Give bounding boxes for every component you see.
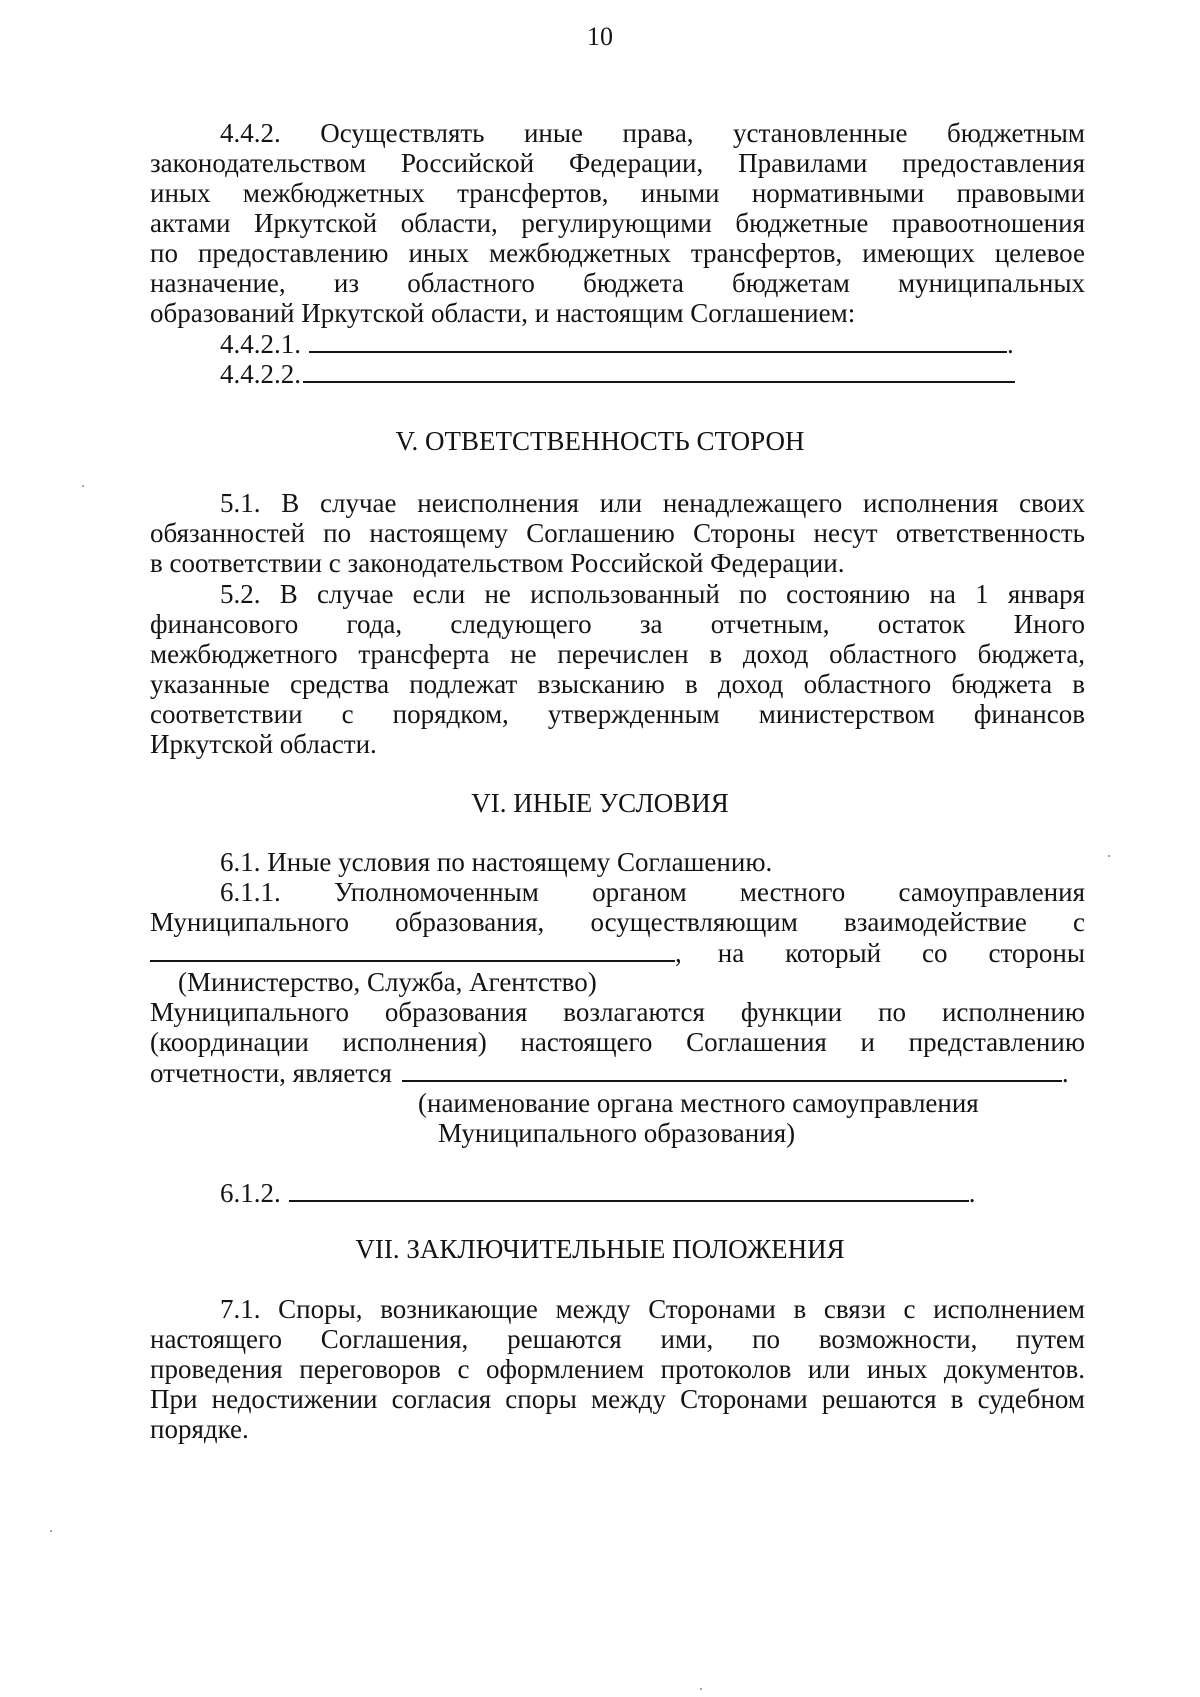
text-line: соответствии с порядком, утвержденным министерством финансов: [150, 699, 1085, 729]
text-line: межбюджетного трансферта не перечислен в доход областного бюджета,: [150, 639, 1085, 669]
text-line: Иркутской области.: [150, 729, 377, 759]
paragraph-6-1: 6.1. Иные условия по настоящему Соглашению.: [220, 847, 773, 877]
item-6-1-2: [220, 1176, 1100, 1209]
scan-speck: [50, 1530, 52, 1532]
text-line: Муниципального образования возлагаются функции по исполнению: [150, 997, 1085, 1027]
item-number: 4.4.2.1.: [220, 329, 301, 359]
text-line: При недостижении согласия споры между Сторонами решаются в судебном: [150, 1384, 1085, 1414]
word: со: [922, 938, 948, 968]
text-line-with-blank: [150, 1056, 1100, 1089]
text-line: актами Иркутской области, регулирующими бюджетные правоотношения: [150, 208, 1085, 238]
text-line: Муниципального образования, осуществляющим взаимодействие с: [150, 907, 1085, 937]
text-line: в соответствии с законодательством Российской Федерации.: [150, 548, 845, 578]
text-line: настоящего Соглашения, решаются ими, по возможности, путем: [150, 1324, 1085, 1354]
section-title-6: VI. ИНЫЕ УСЛОВИЯ: [471, 788, 729, 818]
text-line: законодательством Российской Федерации, Правилами предоставления: [150, 148, 1085, 178]
period-mark: .: [1007, 329, 1014, 359]
word: стороны: [988, 938, 1085, 968]
section-title-5: V. ОТВЕТСТВЕННОСТЬ СТОРОН: [395, 426, 805, 456]
text-line: иных межбюджетных трансфертов, иными нормативными правовыми: [150, 178, 1085, 208]
fill-in-blank: [309, 327, 1007, 353]
text-line: порядке.: [150, 1414, 249, 1444]
text-line: 7.1. Споры, возникающие между Сторонами в связи с исполнением: [220, 1294, 1085, 1324]
text-line: указанные средства подлежат взысканию в доход областного бюджета в: [150, 669, 1085, 699]
text-line: образований Иркутской области, и настоящим Соглашением:: [150, 298, 856, 328]
scan-speck: [82, 485, 84, 487]
scan-speck: [1108, 855, 1110, 857]
text-line: 5.1. В случае неисполнения или ненадлежащего исполнения своих: [220, 488, 1085, 518]
fill-in-blank: [289, 1176, 969, 1202]
word: который: [785, 938, 882, 968]
field-caption: (наименование органа местного самоуправления: [418, 1088, 979, 1118]
field-caption: Муниципального образования): [438, 1118, 796, 1148]
text-line: проведения переговоров с оформлением протоколов или иных документов.: [150, 1354, 1085, 1384]
fill-in-blank: [402, 1056, 1062, 1082]
text-line-with-blank: [150, 936, 1085, 969]
page-number: 10: [587, 22, 613, 51]
section-title-7: VII. ЗАКЛЮЧИТЕЛЬНЫЕ ПОЛОЖЕНИЯ: [355, 1234, 845, 1264]
field-caption: (Министерство, Служба, Агентство): [178, 967, 597, 997]
text-line: 5.2. В случае если не использованный по состоянию на 1 января: [220, 579, 1085, 609]
text-line: назначение, из областного бюджета бюджетам муниципальных: [150, 268, 1085, 298]
item-4-4-2-2: [220, 357, 1100, 390]
period-mark: .: [968, 1178, 976, 1208]
item-number: 6.1.2.: [220, 1178, 281, 1208]
fill-in-blank: [303, 357, 1015, 383]
period-mark: .: [1061, 1058, 1069, 1088]
line-tail: [718, 937, 1085, 969]
word: на: [717, 938, 745, 968]
text-line: по предоставлению иных межбюджетных трансфертов, имеющих целевое: [150, 238, 1085, 268]
text-line: обязанностей по настоящему Соглашению Стороны несут ответственность: [150, 518, 1085, 548]
item-number: 4.4.2.2.: [220, 359, 301, 389]
fill-in-blank: [150, 936, 675, 962]
scan-speck: [700, 1688, 702, 1690]
text-fragment: отчетности, является: [150, 1058, 392, 1088]
comma-mark: ,: [675, 938, 682, 968]
text-line: 6.1.1. Уполномоченным органом местного самоуправления: [220, 877, 1085, 907]
text-line: (координации исполнения) настоящего Соглашения и представлению: [150, 1027, 1085, 1057]
item-4-4-2-1: [220, 327, 1100, 360]
text-line: финансового года, следующего за отчетным, остаток Иного: [150, 609, 1085, 639]
text-line: 4.4.2. Осуществлять иные права, установленные бюджетным: [220, 118, 1085, 148]
